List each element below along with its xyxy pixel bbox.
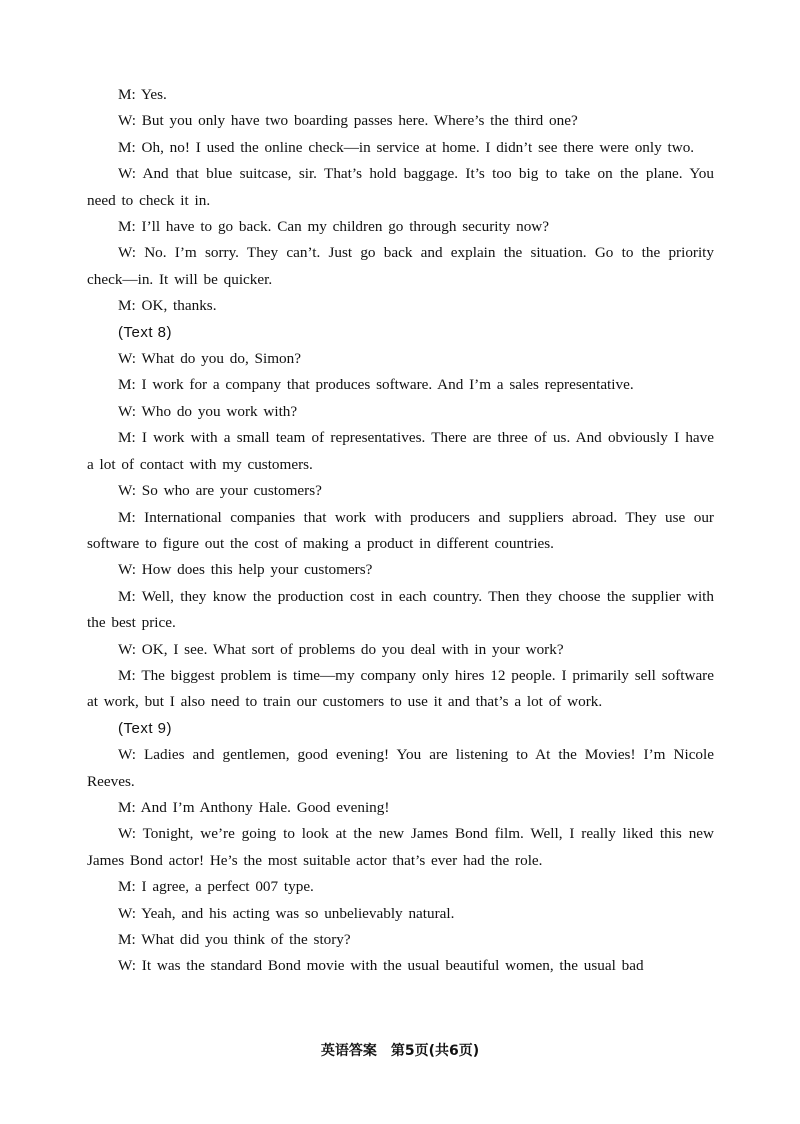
dialogue-line: M: OK, thanks. [118, 297, 217, 315]
dialogue-line: M: The biggest problem is time—my company only hires 12 people. I primarily sell software at work, but I also need to train our customers to use it and that’s a lot of work. [87, 666, 714, 711]
dialogue-line: M: Yes. [118, 86, 167, 103]
dialogue-line: W: Yeah, and his acting was so unbelievably natural. [118, 904, 455, 922]
dialogue-line: W: Who do you work with? [118, 402, 298, 420]
dialogue-line: M: I’ll have to go back. Can my children go through security now? [118, 218, 550, 236]
dialogue-line: M: I work for a company that produces software. And I’m a sales representative. [118, 376, 634, 394]
dialogue-line: W: OK, I see. What sort of problems do you deal with in your work? [118, 640, 564, 658]
section-heading-text-8: (Text 8) [118, 323, 173, 341]
dialogue-line: W: Tonight, we’re going to look at the new James Bond film. Well, I really liked this new James Bond actor! He’s the most suitable actor that’s ever had the role. [87, 825, 714, 869]
dialogue-line: W: Ladies and gentlemen, good evening! You are listening to At the Movies! I’m Nicole Reeves. [87, 746, 714, 790]
dialogue-line: M: What did you think of the story? [118, 931, 351, 948]
dialogue-line: M: I agree, a perfect 007 type. [118, 878, 314, 896]
dialogue-line: W: What do you do, Simon? [118, 350, 301, 368]
section-heading-text-9: (Text 9) [118, 719, 173, 737]
dialogue-line: W: How does this help your customers? [118, 561, 373, 579]
dialogue-line: M: Oh, no! I used the online check—in service at home. I didn’t see there were only two. [118, 138, 695, 156]
dialogue-line: W: But you only have two boarding passes here. Where’s the third one? [118, 112, 578, 130]
dialogue-line: W: No. I’m sorry. They can’t. Just go back and explain the situation. Go to the priority check—in. It will be quicker. [87, 244, 714, 288]
dialogue-line: W: So who are your customers? [118, 482, 322, 500]
dialogue-line: M: I work with a small team of representatives. There are three of us. And obviously I have a lot of contact with my customers. [87, 429, 714, 473]
dialogue-line: W: And that blue suitcase, sir. That’s hold baggage. It’s too big to take on the plane. You need to check it in. [87, 165, 714, 209]
dialogue-line: W: It was the standard Bond movie with the usual beautiful women, the usual bad [118, 957, 644, 975]
dialogue-line: M: And I’m Anthony Hale. Good evening! [118, 798, 390, 816]
dialogue-line: M: Well, they know the production cost in each country. Then they choose the supplier with the best price. [87, 587, 714, 632]
dialogue-line: M: International companies that work with producers and suppliers abroad. They use our software to figure out the cost of making a product in different countries. [87, 508, 714, 552]
page-footer: 英语答案 第5页(共6页) [320, 1043, 480, 1059]
transcript-body [87, 82, 714, 980]
